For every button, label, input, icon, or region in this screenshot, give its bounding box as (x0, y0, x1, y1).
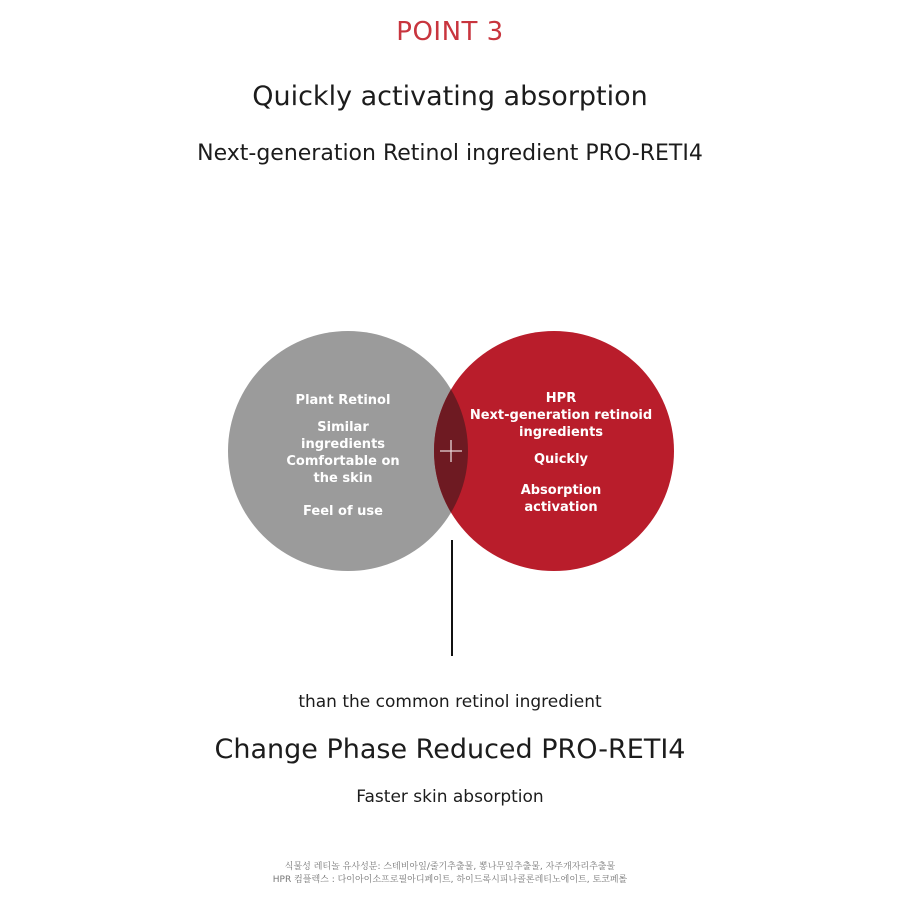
headline: Quickly activating absorption (252, 81, 648, 112)
connector-line (451, 540, 453, 656)
faster-absorption-text: Faster skin absorption (356, 787, 544, 807)
right-label-4: Quickly (533, 452, 589, 467)
left-label-2: Similar (317, 420, 369, 435)
left-circle-labels (278, 392, 408, 520)
left-label-1: Plant Retinol (295, 393, 391, 408)
footnote-line-2: HPR 컴플렉스 : 다이아이소프로필아디페이트, 하이드록시피나콜론레티노에이트, 토코페롤 (272, 875, 628, 885)
point-label: POINT 3 (396, 17, 504, 47)
right-label-5: Absorption (520, 483, 602, 498)
left-label-3: ingredients (300, 437, 386, 452)
comparison-text: than the common retinol ingredient (298, 692, 602, 712)
right-label-1: HPR (545, 391, 577, 406)
footnote-line-1: 식물성 레티놀 유사성분: 스테비아잎/줄기추출물, 뽕나무잎추출물, 자주개자리추출물 (284, 862, 616, 872)
right-label-6: activation (524, 500, 598, 515)
change-title: Change Phase Reduced PRO-RETI4 (214, 734, 686, 765)
right-label-2: Next-generation retinoid (469, 408, 653, 423)
left-label-5: the skin (313, 471, 373, 486)
subheadline: Next-generation Retinol ingredient PRO-RETI4 (197, 141, 703, 166)
left-label-4: Comfortable on (286, 454, 400, 469)
right-label-3: ingredients (518, 425, 604, 440)
ingredient-footnote (0, 861, 900, 887)
left-label-6: Feel of use (303, 504, 383, 519)
right-circle-labels (463, 390, 659, 516)
venn-diagram (228, 330, 674, 574)
